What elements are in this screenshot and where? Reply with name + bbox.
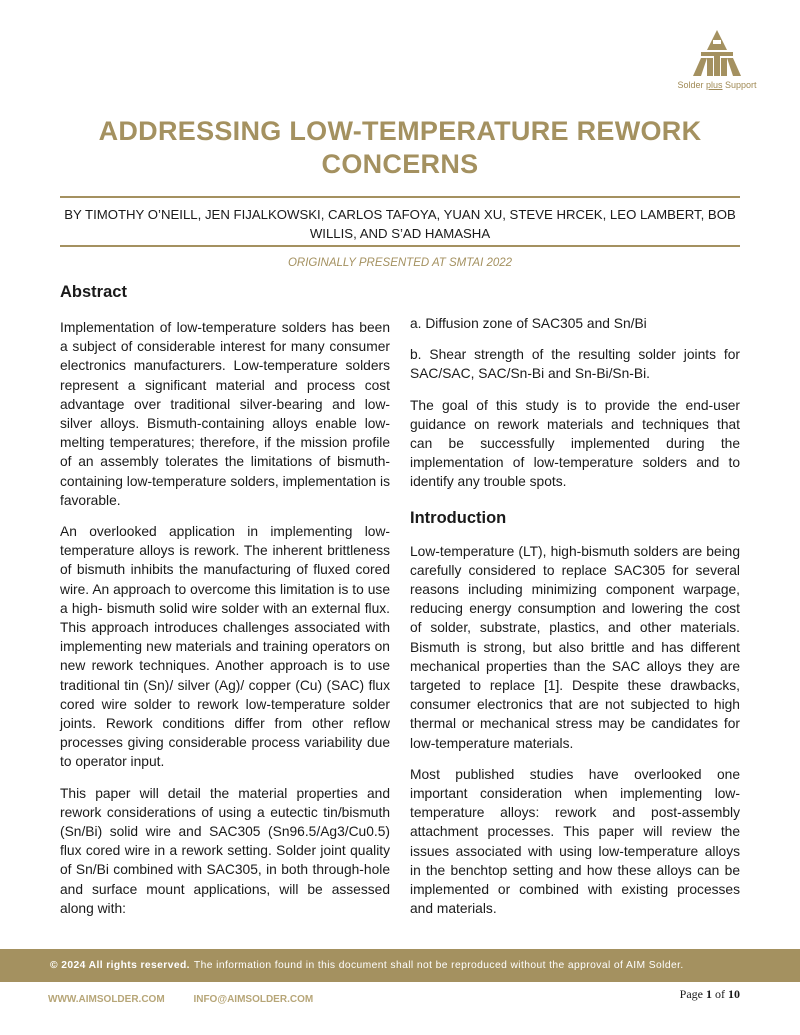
footer-links: [48, 994, 339, 1005]
goal-paragraph: The goal of this study is to provide the end-user guidance on rework materials and techniques that can be successfully implemented during the implementation of low-temperature solders and to identify any trouble spots.: [410, 397, 740, 490]
website-link[interactable]: WWW.AIMSOLDER.COM: [48, 994, 165, 1005]
list-item-b: b. Shear strength of the resulting solder joints for SAC/SAC, SAC/Sn-Bi and Sn-Bi/Sn-Bi.: [410, 347, 740, 382]
reproduction-notice: The information found in this document shall not be reproduced without the approval of AIM Solder.: [193, 960, 684, 971]
title-divider: [60, 196, 740, 198]
left-column: [60, 280, 390, 930]
presented-note: ORIGINALLY PRESENTED AT SMTAI 2022: [287, 257, 513, 269]
introduction-heading: Introduction: [410, 508, 507, 527]
email-link[interactable]: INFO@AIMSOLDER.COM: [193, 994, 314, 1005]
abstract-paragraph-2: An overlooked application in implementing low-temperature alloys is rework. The inherent brittleness of bismuth inhibits the manufacturing of fluxed cored wire. An approach to overcome this limitation is to use a high- bismuth solid wire solder with an external flux. This approach introduces challenges associated with implementing new materials and training operators on new rework techniques. Another approach is to use traditional tin (Sn)/ silver (Ag)/ copper (Cu) (SAC) flux cored wire solder to rework low-temperature solder joints. Rework conditions differ from other reflow processes giving considerable process variability due to operator input.: [60, 524, 390, 770]
abstract-paragraph-3: This paper will detail the material properties and rework considerations of using a eutectic tin/bismuth (Sn/Bi) solid wire and SAC305 (Sn96.5/Ag3/Cu0.5) flux cored wire in a rework setting. Solder joint quality of Sn/Bi combined with SAC305, in both through-hole and surface mount applications, will be assessed along with:: [60, 785, 390, 916]
aim-logo: [667, 28, 767, 90]
copyright-text: © 2024 All rights reserved.: [50, 960, 190, 971]
right-column: [410, 314, 740, 930]
footer-banner: [0, 949, 800, 982]
author-list: BY TIMOTHY O’NEILL, JEN FIJALKOWSKI, CARLOS TAFOYA, YUAN XU, STEVE HRCEK, LEO LAMBERT, BOB WILLIS, AND S’AD HAMASHA: [64, 207, 736, 241]
introduction-paragraph-2: Most published studies have overlooked one important consideration when implementing low-temperature alloys: rework and post-assembly attachment processes. This paper will review the issues associated with using low-temperature alloys in the benchtop setting and how these alloys can be implemented or combined with existing processes and materials.: [410, 766, 740, 917]
abstract-heading: Abstract: [60, 283, 127, 301]
aim-logo-mark-icon: [687, 28, 747, 78]
abstract-paragraph-1: Implementation of low-temperature solders has been a subject of considerable interest for many consumer electronics manufacturers. Low-temperature solders represent a significant material and process cost advantage over traditional silver-bearing and low-silver alloys. Bismuth-containing alloys enable low-melting temperatures; therefore, if the mission profile of an assembly tolerates the limitations of bismuth-containing low-temperature solders, implementation is favorable.: [60, 320, 390, 508]
introduction-paragraph-1: Low-temperature (LT), high-bismuth solders are being carefully considered to replace SAC305 for several reasons including minimizing component warpage, reducing energy consumption and lowering the cost of solder, substrate, plastics, and other materials. Bismuth is strong, but also brittle and has different mechanical properties than the SAC alloys they are targeted to replace [1]. Despite these drawbacks, consumer electronics that are not subjected to high thermal or mechanical stress may be candidates for low-temperature materials.: [410, 543, 740, 751]
list-item-a: a. Diffusion zone of SAC305 and Sn/Bi: [410, 316, 647, 331]
page-number: Page 1 of 10: [679, 987, 740, 1001]
logo-tagline: Solder plus Support: [677, 80, 757, 90]
document-title: ADDRESSING LOW-TEMPERATURE REWORK CONCERNS: [98, 116, 702, 179]
author-divider: [60, 245, 740, 247]
